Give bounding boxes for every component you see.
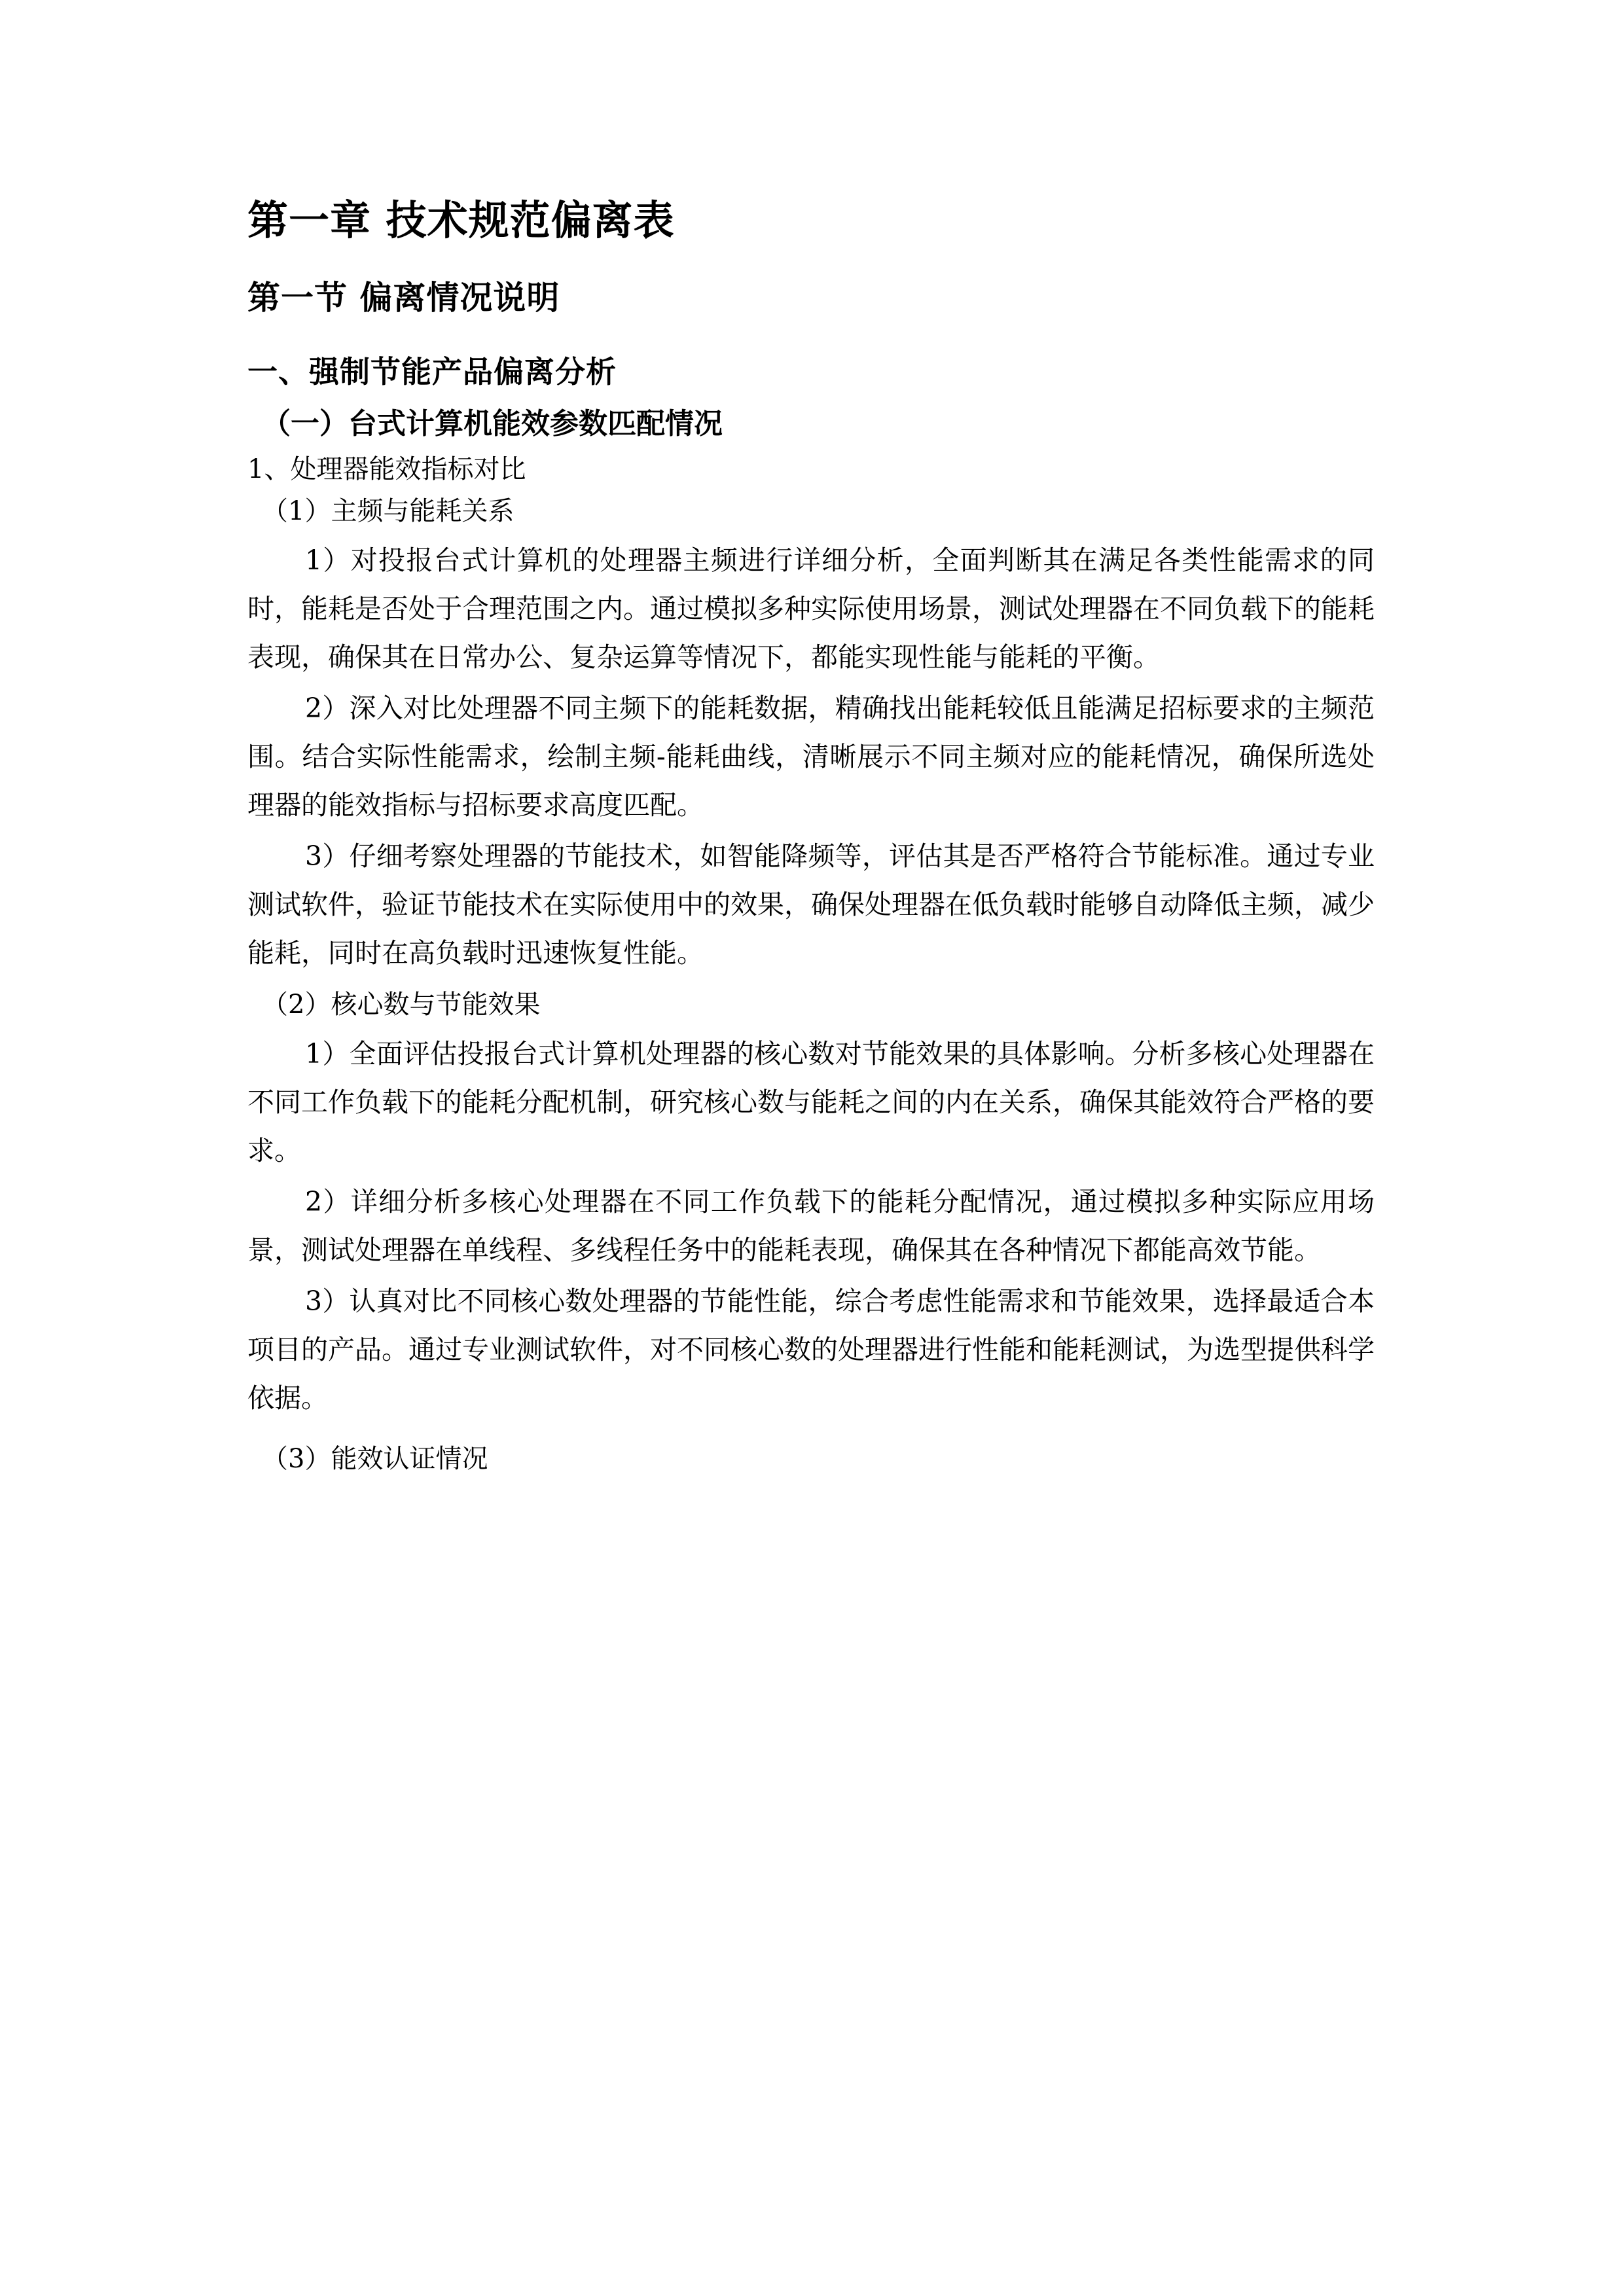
paragraph: 2）详细分析多核心处理器在不同工作负载下的能耗分配情况，通过模拟多种实际应用场景，测试处理器在单线程、多线程任务中的能耗表现，确保其在各种情况下都能高效节能。 [247,1185,1375,1266]
document-body [247,196,1375,1476]
paragraph: 1）对投报台式计算机的处理器主频进行详细分析，全面判断其在满足各类性能需求的同时，能耗是否处于合理范围之内。通过模拟多种实际使用场景，测试处理器在不同负载下的能耗表现，确保其在日常办公、复杂运算等情况下，都能实现性能与能耗的平衡。 [247,544,1375,673]
paragraph: 1）全面评估投报台式计算机处理器的核心数对节能效果的具体影响。分析多核心处理器在不同工作负载下的能耗分配机制，研究核心数与能耗之间的内在关系，确保其能效符合严格的要求。 [247,1037,1375,1166]
paragraph: 2）深入对比处理器不同主频下的能耗数据，精确找出能耗较低且能满足招标要求的主频范围。结合实际性能需求，绘制主频-能耗曲线，清晰展示不同主频对应的能耗情况，确保所选处理器的能效指标与招标要求高度匹配。 [247,692,1375,821]
spacer [247,980,1375,988]
paragraph: 3）认真对比不同核心数处理器的节能性能，综合考虑性能需求和节能效果，选择最适合本项目的产品。通过专业测试软件，对不同核心数的处理器进行性能和能耗测试，为选型提供科学依据。 [247,1285,1375,1414]
level2-heading: （一）台式计算机能效参数匹配情况 [262,407,723,441]
subsection-1-heading: （1）主频与能耗关系 [262,495,514,526]
subsection-3-heading: （3）能效认证情况 [262,1443,488,1474]
paragraph: 3）仔细考察处理器的节能技术，如智能降频等，评估其是否严格符合节能标准。通过专业测试软件，验证节能技术在实际使用中的效果，确保处理器在低负载时能够自动降低主频，减少能耗，同时在高负载时迅速恢复性能。 [247,840,1375,969]
section-heading: 第一节 偏离情况说明 [247,279,560,317]
spacer [247,1425,1375,1442]
level3-heading: 1、处理器能效指标对比 [247,454,526,484]
subsection-2-heading: （2）核心数与节能效果 [262,989,541,1020]
chapter-heading: 第一章 技术规范偏离表 [247,196,675,244]
level1-heading: 一、强制节能产品偏离分析 [247,354,617,390]
